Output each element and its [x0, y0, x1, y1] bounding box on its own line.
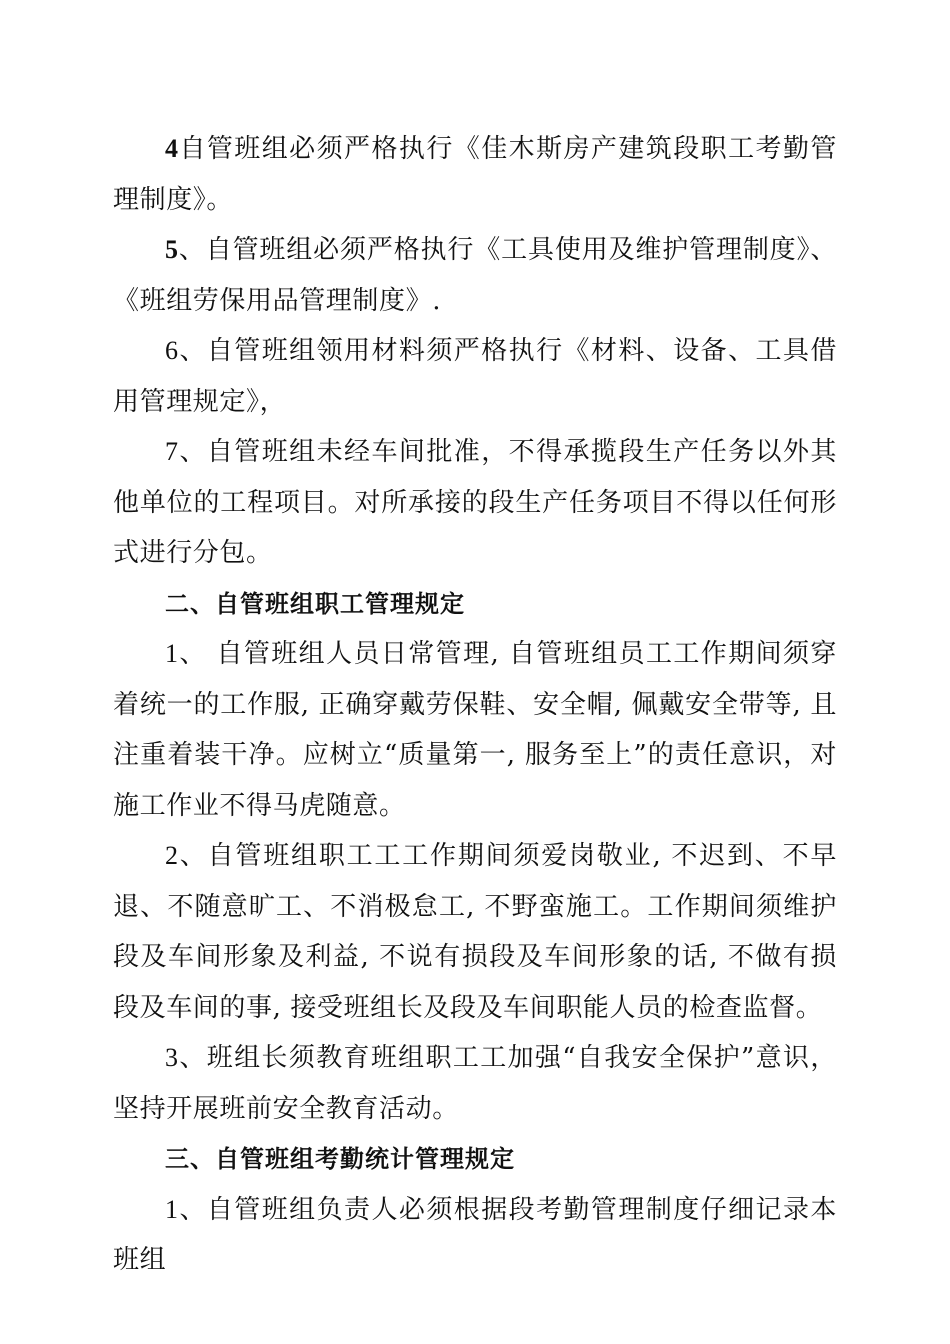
section2-paragraph-2: [113, 831, 837, 1033]
paragraph-number: 2: [165, 841, 179, 870]
paragraph-number: 7: [165, 437, 179, 466]
paragraph-number: 4: [165, 134, 179, 163]
paragraph-text: 自管班组必须严格执行《佳木斯房产建筑段职工考勤管理制度》。: [113, 134, 837, 215]
section-heading-2: 二、自管班组职工管理规定: [165, 589, 465, 618]
paragraph-text: 、自管班组领用材料须严格执行《材料、设备、工具借用管理规定》，: [113, 336, 837, 417]
document-body: [113, 124, 837, 1286]
paragraph-number: 6: [165, 336, 179, 365]
paragraph-item-6: [113, 326, 837, 427]
section-heading-3: 三、自管班组考勤统计管理规定: [165, 1145, 515, 1173]
section3-paragraph-1: [113, 1185, 837, 1286]
paragraph-number: 5: [165, 235, 179, 264]
paragraph-text: 、自管班组职工工工作期间须爱岗敬业, 不迟到、不早退、不随意旷工、不消极怠工, 不野蛮施工。工作期间须维护段及车间形象及利益, 不说有损段及车间形象的话, 不做有损段及车间的事, 接受班组长及段及车间职能人员的检查监督。: [113, 841, 837, 1023]
paragraph-number: 1: [165, 1194, 179, 1224]
paragraph-item-5: [113, 225, 837, 326]
paragraph-number: 3: [165, 1043, 179, 1072]
paragraph-number: 1: [165, 639, 179, 668]
section2-paragraph-3: [113, 1033, 837, 1134]
paragraph-text: 、 自管班组人员日常管理, 自管班组员工工作期间须穿着统一的工作服, 正确穿戴劳保鞋、安全帽, 佩戴安全带等, 且注重着装干净。应树立“质量第一, 服务至上”的责任意识，对施工作业不得马虎随意。: [113, 639, 837, 821]
paragraph-text: 、自管班组必须严格执行《工具使用及维护管理制度》、《班组劳保用品管理制度》.: [113, 235, 837, 316]
paragraph-text: 、自管班组负责人必须根据段考勤管理制度仔细记录本班组: [113, 1194, 837, 1275]
paragraph-text: 、自管班组未经车间批准，不得承揽段生产任务以外其他单位的工程项目。对所承接的段生产任务项目不得以任何形式进行分包。: [113, 437, 837, 568]
paragraph-item-7: [113, 427, 837, 579]
paragraph-item-4: [113, 124, 837, 225]
section2-paragraph-1: [113, 629, 837, 831]
paragraph-text: 、班组长须教育班组职工工加强“自我安全保护”意识，坚持开展班前安全教育活动。: [113, 1043, 837, 1124]
